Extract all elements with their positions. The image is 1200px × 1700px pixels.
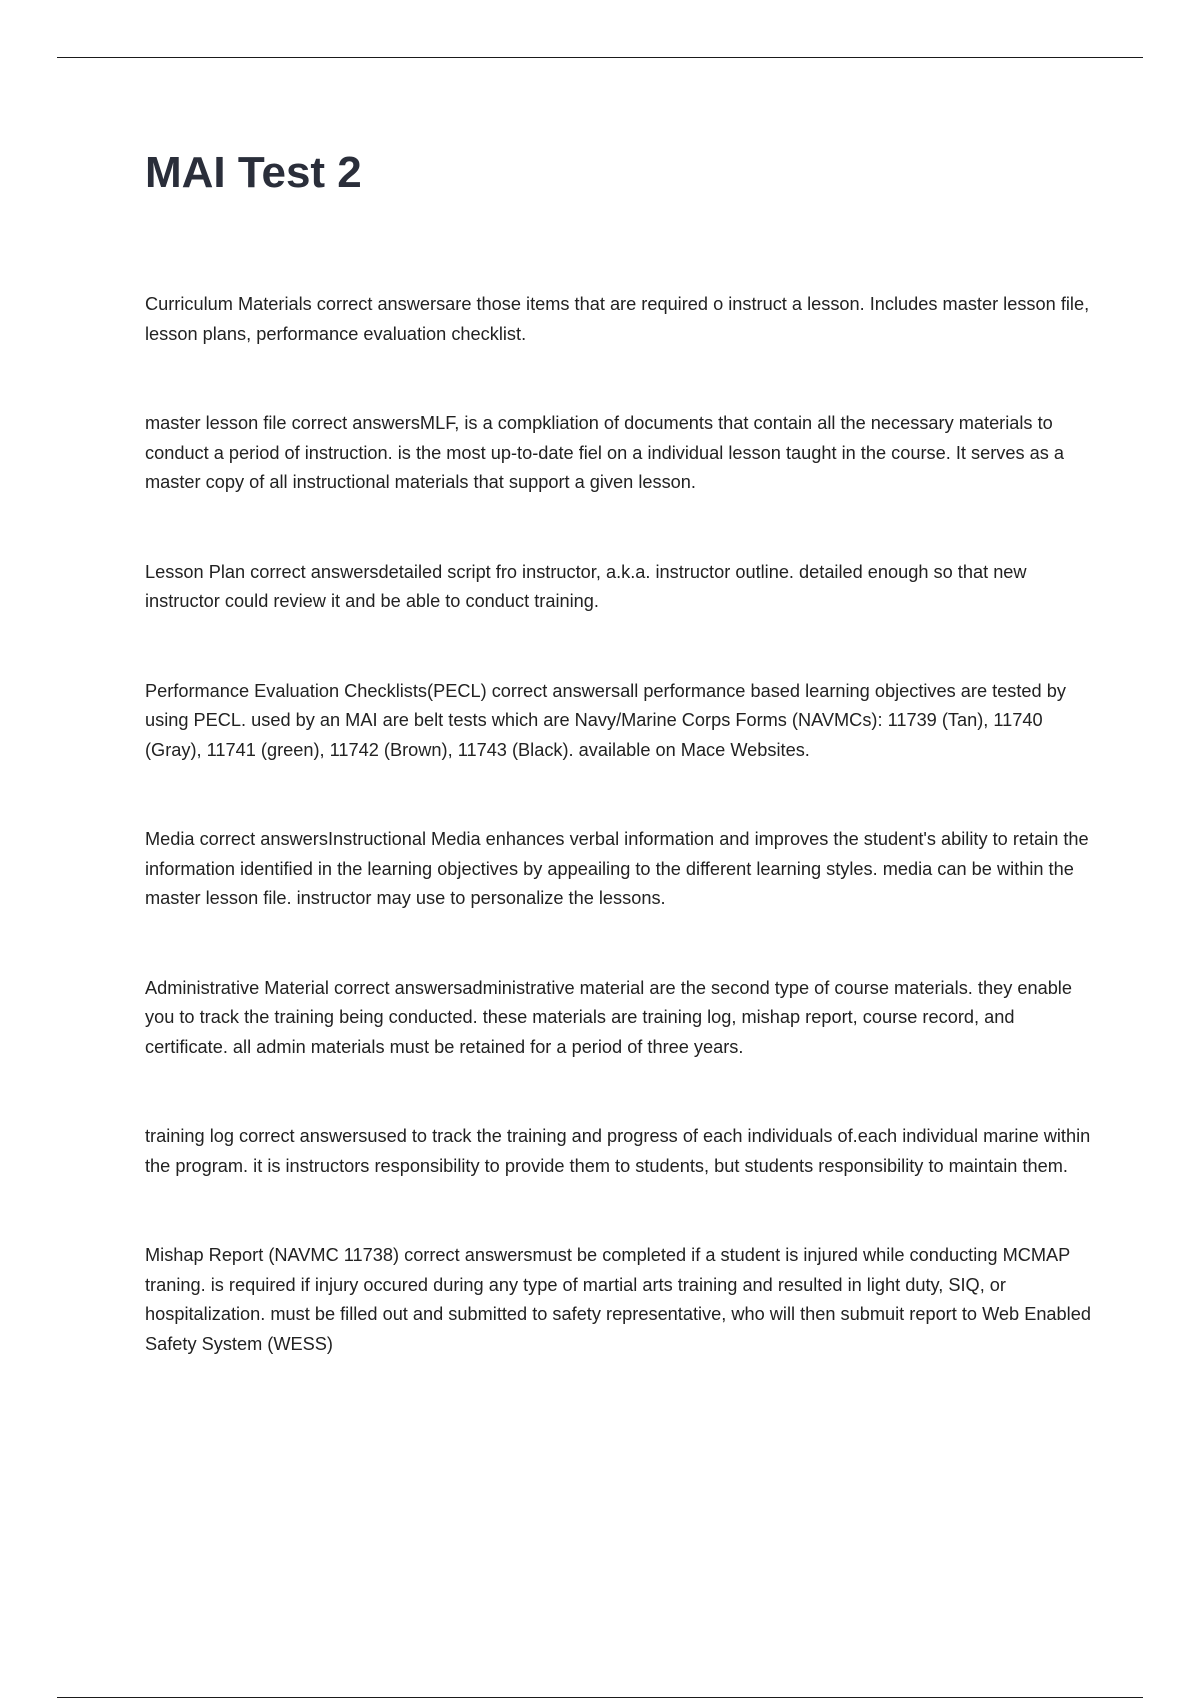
entry-mishap-report: Mishap Report (NAVMC 11738) correct answersmust be completed if a student is injured while conducting MCMAP traning. is required if injury occured during any type of martial arts training and resulted in light duty, SIQ, or hospitalization. must be filled out and submitted to safety representative, who will then submuit report to Web Enabled Safety System (WESS) — [145, 1245, 1091, 1354]
entry-administrative-material: Administrative Material correct answersadministrative material are the second type of course materials. they enable you to track the training being conducted. these materials are training log, mishap report, course record, and certificate. all admin materials must be retained for a period of three years. — [145, 977, 1072, 1057]
bottom-rule — [57, 1697, 1143, 1698]
entry-pecl: Performance Evaluation Checklists(PECL) correct answersall performance based learning objectives are tested by using PECL. used by an MAI are belt tests which are Navy/Marine Corps Forms (NAVMCs): 11739 (Tan), 11740 (Gray), 11741 (green), 11742 (Brown), 11743 (Black). available on Mace Websites. — [145, 680, 1066, 760]
flashcard-list — [145, 290, 1100, 1419]
top-rule — [57, 57, 1143, 58]
entry-media: Media correct answersInstructional Media enhances verbal information and improves the student's ability to retain the information identified in the learning objectives by appeailing to the different learning styles. media can be within the master lesson file. instructor may use to personalize the lessons. — [145, 829, 1089, 908]
entry-master-lesson-file: master lesson file correct answersMLF, is a compkliation of documents that contain all the necessary materials to conduct a period of instruction. is the most up-to-date fiel on a individual lesson taught in the course. It serves as a master copy of all instructional materials that support a given lesson. — [145, 413, 1064, 492]
document-title: MAI Test 2 — [145, 148, 362, 197]
entry-training-log: training log correct answersused to track the training and progress of each individuals of.each individual marine within the program. it is instructors responsibility to provide them to students, but students responsibility to maintain them. — [145, 1126, 1091, 1176]
entry-curriculum-materials: Curriculum Materials correct answersare those items that are required o instruct a lesson. Includes master lesson file, lesson plans, performance evaluation checklist. — [145, 294, 1090, 344]
entry-lesson-plan: Lesson Plan correct answersdetailed script fro instructor, a.k.a. instructor outline. detailed enough so that new instructor could review it and be able to conduct training. — [145, 561, 1027, 611]
